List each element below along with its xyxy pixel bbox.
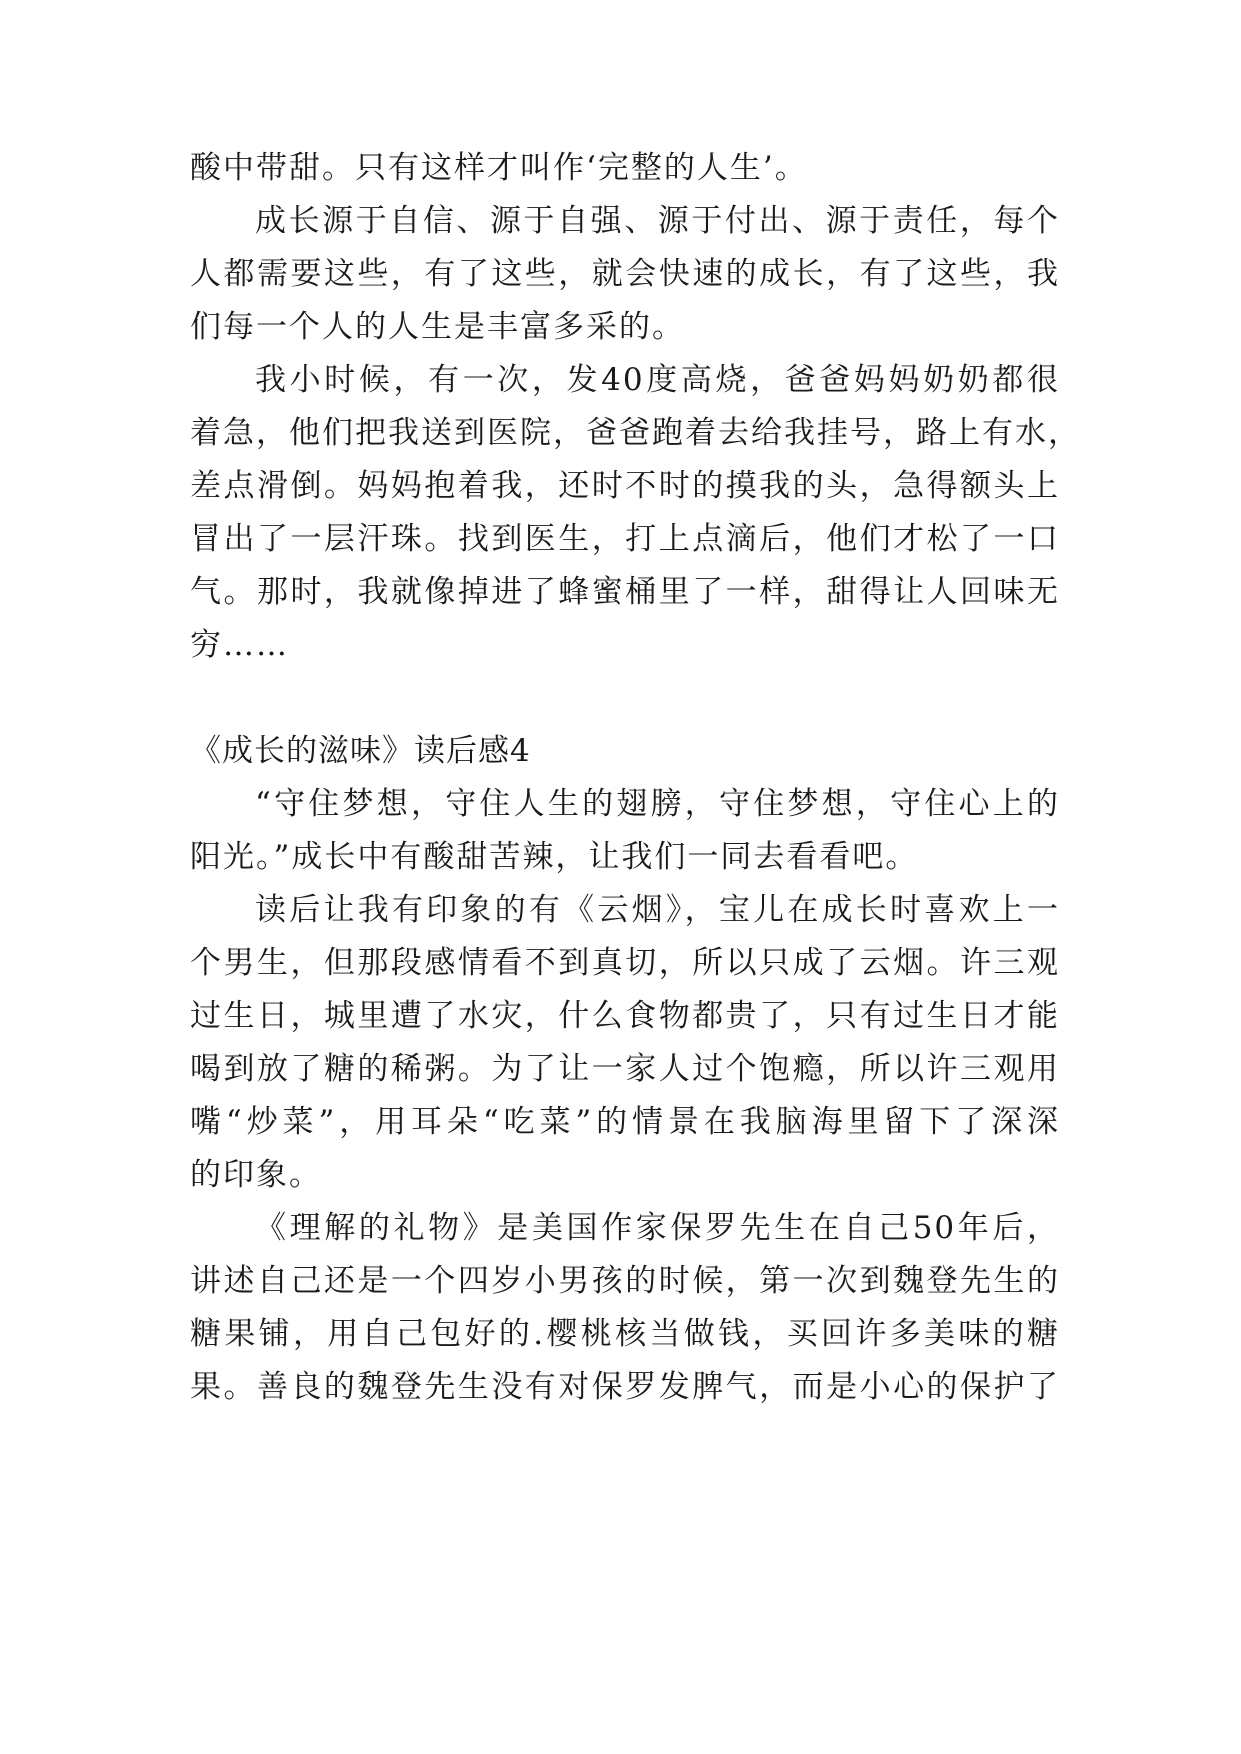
- text-line: 冒出了一层汗珠。找到医生，打上点滴后，他们才松了一口: [190, 521, 1060, 557]
- text-line: 过生日，城里遭了水灾，什么食物都贵了，只有过生日才能: [190, 998, 1060, 1034]
- paragraph-first-line: 我小时候，有一次，发40度高烧，爸爸妈妈奶奶都很: [255, 362, 1060, 398]
- section-heading: 《成长的滋味》读后感4: [190, 733, 531, 769]
- text-line: 着急，他们把我送到医院，爸爸跑着去给我挂号，路上有水，: [190, 415, 1081, 451]
- text-line: 人都需要这些，有了这些，就会快速的成长，有了这些，我: [190, 256, 1060, 292]
- text-line: 糖果铺，用自己包好的.樱桃核当做钱，买回许多美味的糖: [190, 1316, 1060, 1352]
- text-line: 嘴“炒菜”，用耳朵“吃菜”的情景在我脑海里留下了深深: [190, 1104, 1060, 1140]
- paragraph-first-line: 读后让我有印象的有《云烟》，宝儿在成长时喜欢上一: [255, 892, 1060, 928]
- text-line: 阳光。”成长中有酸甜苦辣，让我们一同去看看吧。: [190, 839, 919, 875]
- text-line: 果。善良的魏登先生没有对保罗发脾气，而是小心的保护了: [190, 1369, 1060, 1405]
- paragraph-first-line: 成长源于自信、源于自强、源于付出、源于责任，每个: [255, 203, 1060, 239]
- text-line: 差点滑倒。妈妈抱着我，还时不时的摸我的头，急得额头上: [190, 468, 1060, 504]
- text-line: 个男生，但那段感情看不到真切，所以只成了云烟。许三观: [190, 945, 1060, 981]
- text-line: 的印象。: [190, 1157, 322, 1193]
- text-line: 喝到放了糖的稀粥。为了让一家人过个饱瘾，所以许三观用: [190, 1051, 1060, 1087]
- text-line: 穷……: [190, 627, 289, 663]
- paragraph-first-line: “守住梦想，守住人生的翅膀，守住梦想，守住心上的: [255, 786, 1060, 822]
- text-line: 酸中带甜。只有这样才叫作‘完整的人生’。: [190, 150, 808, 186]
- text-line: 们每一个人的人生是丰富多采的。: [190, 309, 685, 345]
- text-line: 讲述自己还是一个四岁小男孩的时候，第一次到魏登先生的: [190, 1263, 1060, 1299]
- paragraph-first-line: 《理解的礼物》是美国作家保罗先生在自己50年后，: [255, 1210, 1060, 1246]
- text-line: 气。那时，我就像掉进了蜂蜜桶里了一样，甜得让人回味无: [190, 574, 1060, 610]
